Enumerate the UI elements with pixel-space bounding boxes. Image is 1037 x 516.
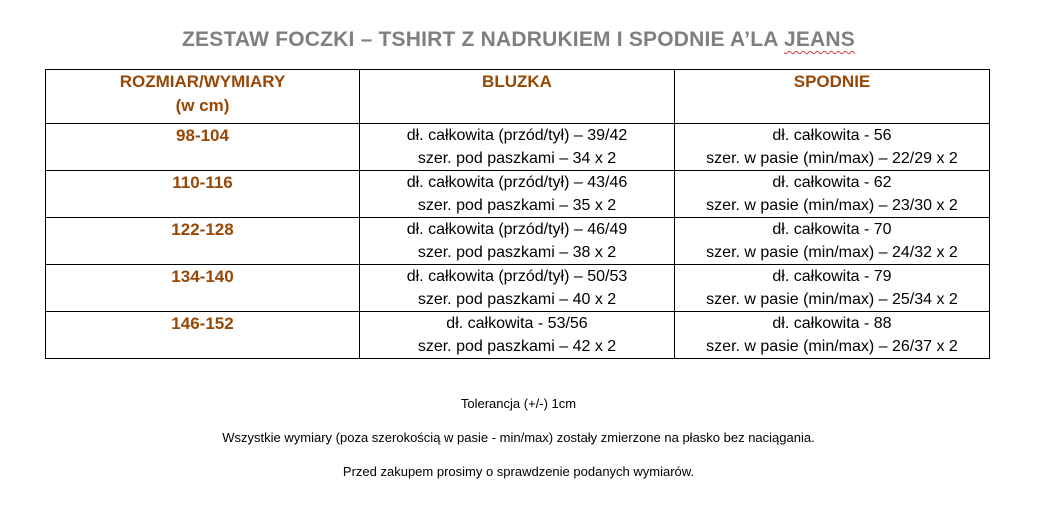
row-size: 134-140 [46, 265, 360, 312]
check-note: Przed zakupem prosimy o sprawdzenie podanych wymiarów. [342, 464, 695, 479]
row-top-measurements [360, 265, 675, 312]
top-width: szer. pod paszkami – 38 x 2 [417, 244, 617, 261]
measurement-note: Wszystkie wymiary (poza szerokością w pasie - min/max) zostały zmierzone na płasko bez naciągania. [222, 430, 815, 445]
row-top-measurements [360, 171, 675, 218]
row-size: 122-128 [46, 218, 360, 265]
top-length: dł. całkowita (przód/tył) – 50/53 [406, 268, 628, 285]
bottom-length: dł. całkowita - 56 [772, 127, 892, 144]
row-size: 98-104 [46, 124, 360, 171]
bottom-length: dł. całkowita - 88 [772, 315, 892, 332]
row-bottom-measurements [675, 124, 990, 171]
top-width: szer. pod paszkami – 35 x 2 [417, 197, 617, 214]
tolerance-note: Tolerancja (+/-) 1cm [460, 396, 577, 411]
top-length: dł. całkowita (przód/tył) – 39/42 [406, 127, 628, 144]
row-top-measurements [360, 218, 675, 265]
table-header-row [46, 70, 990, 124]
header-size-line1: ROZMIAR/WYMIARY [119, 72, 286, 91]
top-width: szer. pod paszkami – 40 x 2 [417, 291, 617, 308]
table-row [46, 312, 990, 359]
row-size: 146-152 [46, 312, 360, 359]
bottom-length: dł. całkowita - 79 [772, 268, 892, 285]
table-row [46, 124, 990, 171]
title-last-word: JEANS [783, 28, 855, 51]
top-length: dł. całkowita (przód/tył) – 43/46 [406, 174, 628, 191]
bottom-waist: szer. w pasie (min/max) – 26/37 x 2 [706, 338, 958, 355]
bottom-waist: szer. w pasie (min/max) – 23/30 x 2 [706, 197, 958, 214]
table-row [46, 171, 990, 218]
page-title [0, 28, 1037, 52]
row-top-measurements [360, 312, 675, 359]
header-size-line2: (w cm) [175, 96, 230, 115]
table-row [46, 218, 990, 265]
top-width: szer. pod paszkami – 34 x 2 [417, 150, 617, 167]
row-bottom-measurements [675, 265, 990, 312]
row-bottom-measurements [675, 218, 990, 265]
header-top: BLUZKA [360, 70, 675, 124]
bottom-waist: szer. w pasie (min/max) – 25/34 x 2 [706, 291, 958, 308]
header-bottom: SPODNIE [675, 70, 990, 124]
table-row [46, 265, 990, 312]
top-width: szer. pod paszkami – 42 x 2 [417, 338, 617, 355]
header-size [46, 70, 360, 124]
row-bottom-measurements [675, 171, 990, 218]
row-bottom-measurements [675, 312, 990, 359]
top-length: dł. całkowita - 53/56 [446, 315, 588, 332]
title-main: ZESTAW FOCZKI – TSHIRT Z NADRUKIEM I SPODNIE A’LA [182, 28, 778, 51]
row-top-measurements [360, 124, 675, 171]
size-table [45, 69, 990, 359]
bottom-length: dł. całkowita - 62 [772, 174, 892, 191]
bottom-waist: szer. w pasie (min/max) – 24/32 x 2 [706, 244, 958, 261]
top-length: dł. całkowita (przód/tył) – 46/49 [406, 221, 628, 238]
bottom-length: dł. całkowita - 70 [772, 221, 892, 238]
row-size: 110-116 [46, 171, 360, 218]
bottom-waist: szer. w pasie (min/max) – 22/29 x 2 [706, 150, 958, 167]
